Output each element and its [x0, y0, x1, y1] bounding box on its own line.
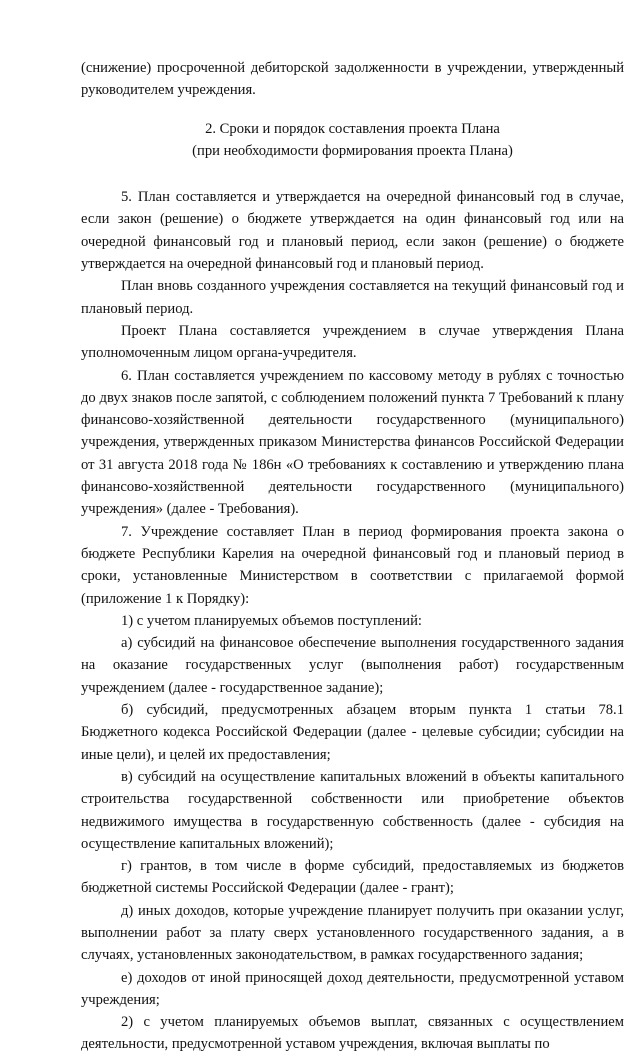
paragraph-7: 7. Учреждение составляет План в период формирования проекта закона о бюджете Республики Карелия на очередной финансовый год и плановый период в сроки, установленные Министерством в соответствии с прилагаемой формой (приложение 1 к Порядку): [81, 523, 624, 607]
section-heading-line1: 2. Сроки и порядок составления проекта Плана [205, 120, 500, 137]
list-item-g: г) грантов, в том числе в форме субсидий, предоставляемых из бюджетов бюджетной системы Российской Федерации (далее - грант); [81, 858, 624, 897]
document-body [81, 57, 624, 1056]
list-item-b: б) субсидий, предусмотренных абзацем вторым пункта 1 статьи 78.1 Бюджетного кодекса Российской Федерации (далее - целевые субсидии; субсидии на иные цели), и целей их предоставления; [81, 702, 624, 763]
intro-paragraph: (снижение) просроченной дебиторской задолженности в учреждении, утвержденный руководителем учреждения. [81, 60, 624, 99]
list-item-2: 2) с учетом планируемых объемов выплат, связанных с осуществлением деятельности, предусмотренной уставом учреждения, включая выплаты по [81, 1014, 624, 1053]
paragraph-new-institution: План вновь созданного учреждения составляется на текущий финансовый год и плановый период. [81, 278, 624, 317]
paragraph-draft-plan: Проект Плана составляется учреждением в случае утверждения Плана уполномоченным лицом органа-учредителя. [81, 322, 624, 362]
spacer [81, 102, 624, 118]
list-item-1: 1) с учетом планируемых объемов поступлений: [121, 612, 422, 629]
list-item-v: в) субсидий на осуществление капитальных вложений в объекты капитального строительства государственной собственности или приобретение объектов недвижимого имущества в государственную собственность (далее - субсидия на осуществление капитальных вложений); [81, 768, 624, 852]
paragraph-5: 5. План составляется и утверждается на очередной финансовый год в случае, если закон (решение) о бюджете утверждается на один финансовый год или на очередной финансовый год и плановый период, если закон (решение) о бюджете утверждается на очередной финансовый год и плановый период. [81, 189, 624, 273]
list-item-a: а) субсидий на финансовое обеспечение выполнения государственного задания на оказание государственных услуг (выполнения работ) государственным учреждением (далее - государственное задание); [81, 635, 624, 696]
paragraph-6: 6. План составляется учреждением по кассовому методу в рублях с точностью до двух знаков после запятой, с соблюдением положений пункта 7 Требований к плану финансово-хозяйственной деятельности государственного (муниципального) учреждения, утвержденных приказом Министерства финансов Российской Федерации от 31 августа 2018 года № 186н «О требованиях к составлению и утверждению плана финансово-хозяйственной деятельности государственного (муниципального) учреждения» (далее - Требования). [81, 367, 624, 518]
section-heading-line2: (при необходимости формирования проекта Плана) [192, 142, 513, 159]
list-item-d: д) иных доходов, которые учреждение планирует получить при оказании услуг, выполнении работ за плату сверх установленного государственного задания, а в случаях, установленных законодательством, в рамках государственного задания; [81, 902, 624, 964]
list-item-e: е) доходов от иной приносящей доход деятельности, предусмотренной уставом учреждения; [81, 969, 624, 1008]
spacer [81, 162, 624, 186]
